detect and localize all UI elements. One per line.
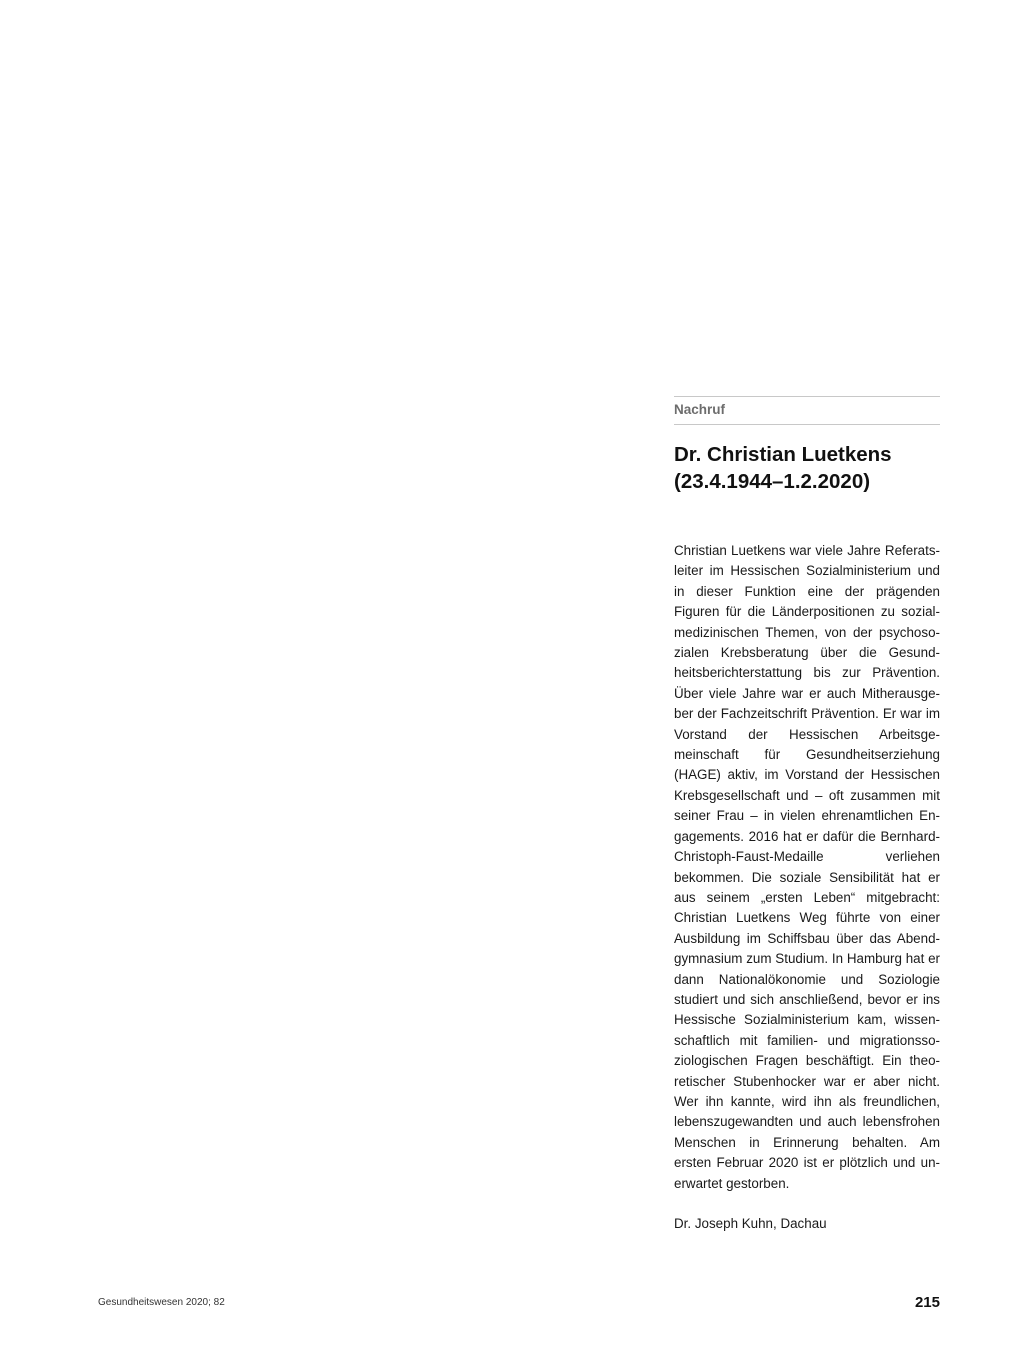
author-signature: Dr. Joseph Kuhn, Dachau <box>674 1216 827 1231</box>
journal-citation: Gesundheitswesen 2020; 82 <box>98 1297 225 1308</box>
page-number: 215 <box>914 1294 940 1311</box>
article-title-name: Dr. Christian Luetkens <box>674 443 892 466</box>
article-title <box>674 441 940 495</box>
article-body: Christian Luetkens war viele Jahre Referatsleiter im Hessischen Sozialministerium und in dieser Funktion eine der prägenden Figuren für die Länderpositionen zu sozialmedizinischen Themen, von der psychosozialen Krebsberatung über die Gesundheitsberichterstattung bis zur Prävention. Über viele Jahre war er auch Mitherausgeber der Fachzeitschrift Prävention. Er war im Vorstand der Hessischen Arbeitsgemeinschaft für Gesundheitserziehung (HAGE) aktiv, im Vorstand der Hessischen Krebsgesellschaft und – oft zusammen mit seiner Frau – in vielen ehrenamtlichen Engagements. 2016 hat er dafür die Bernhard-Christoph-Faust-Medaille verliehen bekommen. Die soziale Sensibilität hat er aus seinem „ersten Leben“ mitgebracht: Christian Luetkens Weg führte von einer Ausbildung im Schiffsbau über das Abendgymnasium zum Studium. In Hamburg hat er dann Nationalökonomie und Soziologie studiert und sich anschließend, bevor er ins Hessische Sozialministerium kam, wissenschaftlich mit familien- und migrationssoziologischen Fragen beschäftigt. Ein theoretischer Stubenhocker war er aber nicht. Wer ihn kannte, wird ihn als freundlichen, lebenszugewandten und auch lebensfrohen Menschen in Erinnerung behalten. Am ersten Februar 2020 ist er plötzlich und unerwartet gestorben. <box>674 543 940 1191</box>
obituary-article <box>674 396 940 1234</box>
section-label: Nachruf <box>674 396 940 425</box>
article-title-dates: (23.4.1944–1.2.2020) <box>674 470 871 493</box>
